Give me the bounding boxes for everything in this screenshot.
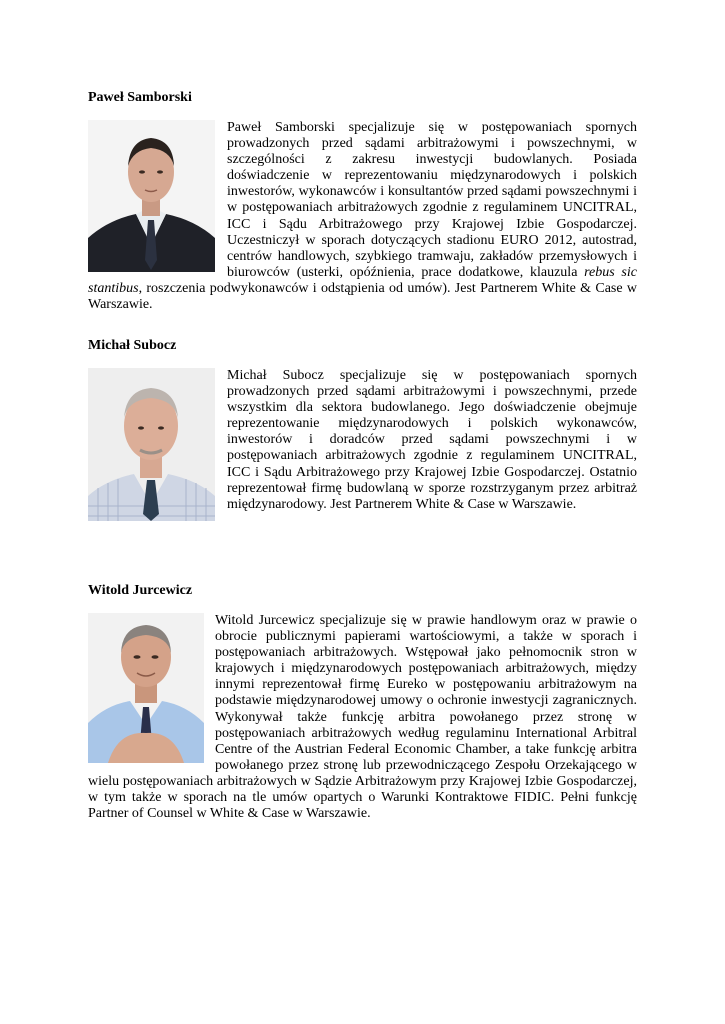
portrait-photo [88, 613, 204, 763]
profile-jurcewicz [88, 583, 637, 822]
person-bio: Paweł Samborski specjalizuje się w postępowaniach spornych prowadzonych przed sądami arbitrażowymi i powszechnymi, w szczególności z zakresu inwestycji budowlanych. Posiada doświadczenie w reprezentowaniu międzynarodowych i polskich inwestorów, wykonawców i konsultantów przed sądami powszechnymi i w postępowaniach arbitrażowych zgodnie z regulaminem UNCITRAL, ICC i Sądu Arbitrażowego przy Krajowej Izbie Gospodarczej. Uczestniczył w sporach dotyczących stadionu EURO 2012, autostrad, centrów handlowych, szybkiego tramwaju, zakładów przemysłowych i biurowców (usterki, opóźnienia, prace dodatkowe, klauzula rebus sic stantibus, roszczenia podwykonawców i odstąpienia od umów). Jest Partnerem White & Case w Warszawie. [88, 120, 637, 313]
profile-samborski [88, 90, 637, 313]
profile-subocz [88, 338, 637, 523]
person-bio: Michał Subocz specjalizuje się w postępowaniach spornych prowadzonych przed sądami arbitrażowymi i powszechnymi, przede wszystkim dla sektora budowlanego. Jego doświadczenie obejmuje reprezentowanie międzynarodowych i polskich wykonawców, inwestorów i doradców przed sądami powszechnymi i w postępowaniach arbitrażowych zgodnie z regulaminem UNCITRAL, ICC i Sądu Arbitrażowego przy Krajowej Izbie Gospodarczej. Ostatnio reprezentował firmę budowlaną w sporze rozstrzyganym przez arbitraż międzynarodowy. Jest Partnerem White & Case w Warszawie. [227, 368, 637, 512]
person-name: Witold Jurcewicz [88, 583, 193, 598]
person-bio: Witold Jurcewicz specjalizuje się w prawie handlowym oraz w prawie o obrocie publicznymi papierami wartościowymi, a także w sporach i postępowaniach arbitrażowych. Wstępował jako pełnomocnik stron w krajowych i międzynarodowych postępowaniach arbitrażowych, między innymi reprezentował firmę Eureko w postępowaniu arbitrażowym na podstawie międzynarodowej umowy o ochronie inwestycji zagranicznych. Wykonywał także funkcję arbitra powołanego przez stronę w postępowaniach arbitrażowych według regulaminu International Arbitral Centre of the Austrian Federal Economic Chamber, a take funkcję arbitra powołanego przez stronę lub przewodniczącego Zespołu Orzekającego w wielu postępowaniach arbitrażowych w Sądzie Arbitrażowym przy Krajowej Izbie Gospodarczej, w tym także w sporach na tle umów opartych o Warunki Kontraktowe FIDIC. Pełni funkcję Partner of Counsel w White & Case w Warszawie. [88, 613, 637, 822]
portrait-photo [88, 120, 215, 272]
person-name: Paweł Samborski [88, 90, 192, 105]
person-name: Michał Subocz [88, 338, 177, 353]
portrait-photo [88, 368, 215, 521]
